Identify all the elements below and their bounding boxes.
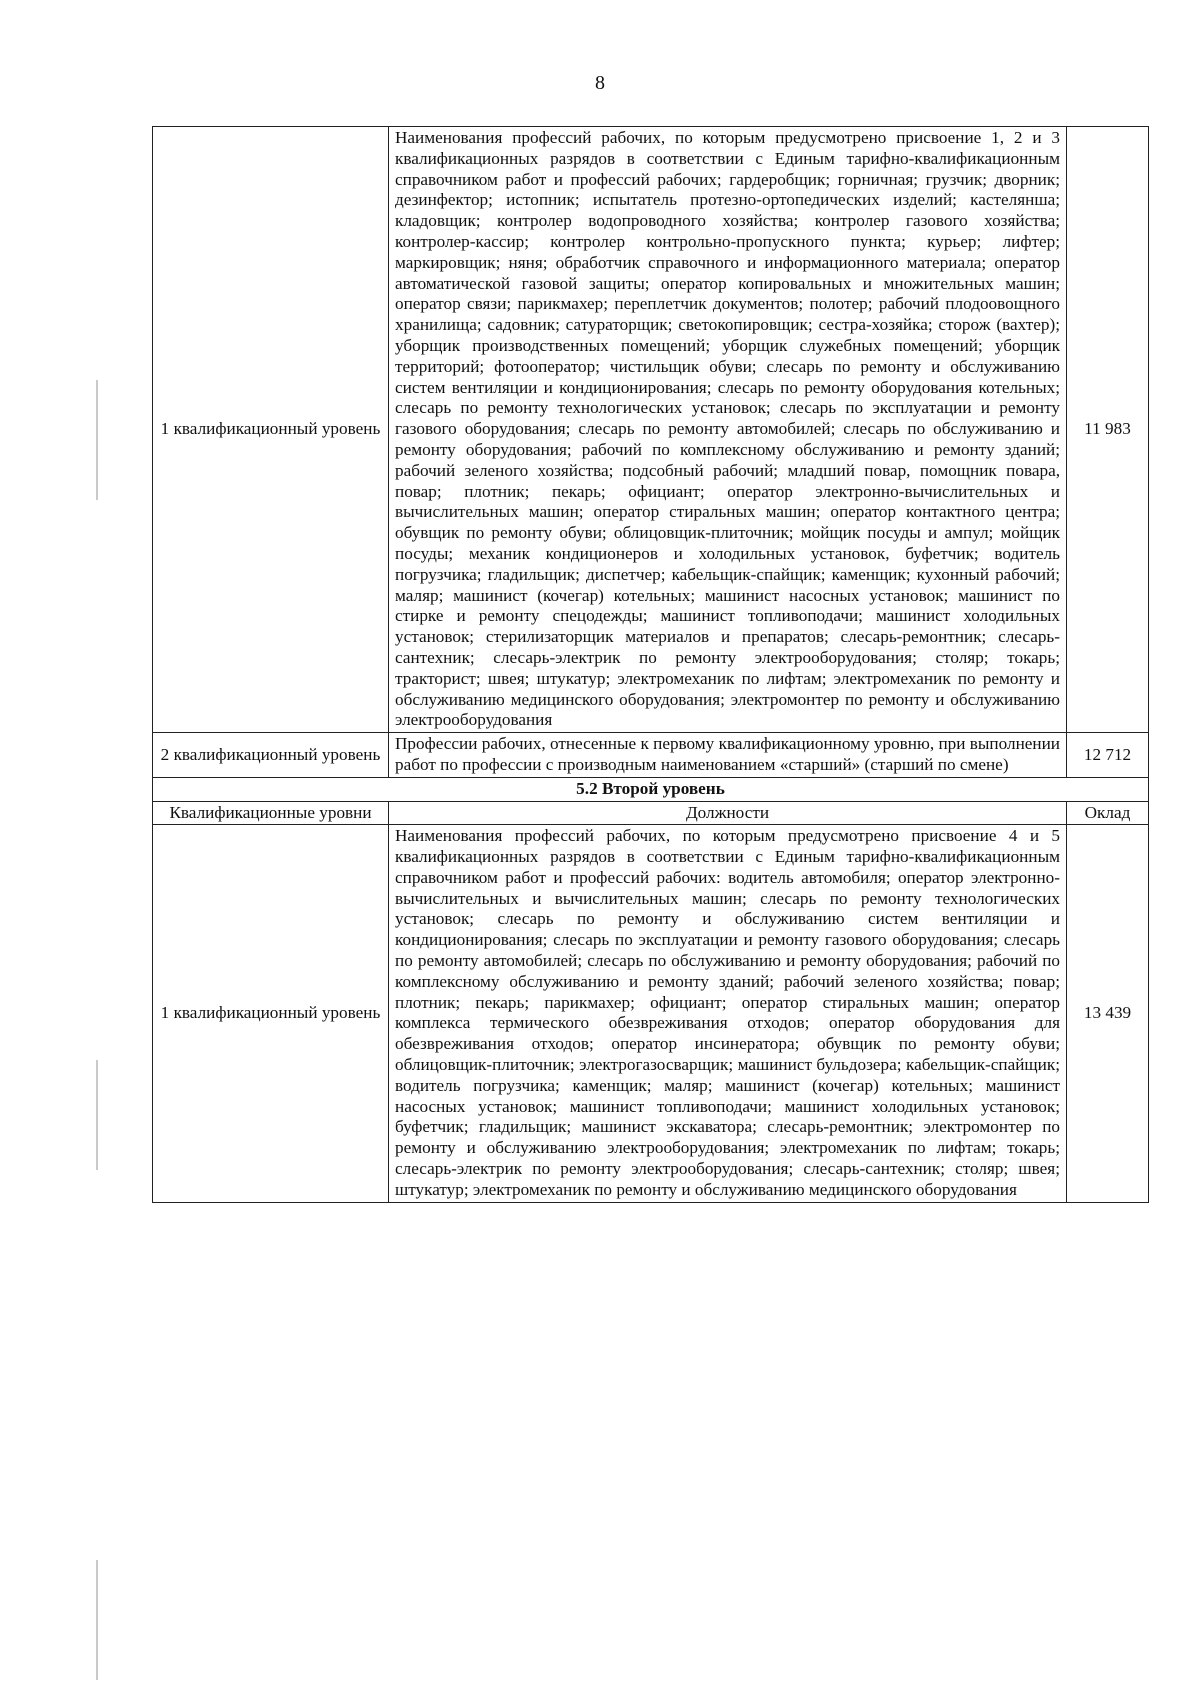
qualification-table: [152, 126, 1149, 1203]
positions-cell: Профессии рабочих, отнесенные к первому квалификационному уровню, при выполнении работ по профессии с производным наименованием «старший» (старший по смене): [389, 733, 1067, 778]
table-row: [153, 127, 1149, 733]
header-qualification-levels: Квалификационные уровни: [153, 801, 389, 825]
scan-margin-mark: [96, 1560, 98, 1680]
section-title: 5.2 Второй уровень: [153, 777, 1149, 801]
page-number: 8: [595, 72, 605, 94]
header-salary: Оклад: [1067, 801, 1149, 825]
positions-cell: Наименования профессий рабочих, по которым предусмотрено присвоение 1, 2 и 3 квалификационных разрядов в соответствии с Единым тарифно-квалификационным справочником работ и профессий рабочих; гардеробщик; горничная; грузчик; дворник; дезинфектор; истопник; испытатель протезно-ортопедических изделий; кастелянша; кладовщик; контролер водопроводного хозяйства; контролер газового хозяйства; контролер-кассир; контролер контрольно-пропускного пункта; курьер; лифтер; маркировщик; няня; обработчик справочного и информационного материала; оператор автоматической газовой защиты; оператор копировальных и множительных машин; оператор связи; парикмахер; переплетчик документов; полотер; рабочий плодоовощного хранилища; садовник; сатураторщик; светокопировщик; сестра-хозяйка; сторож (вахтер); уборщик производственных помещений; уборщик служебных помещений; уборщик территорий; фотооператор; чистильщик обуви; слесарь по ремонту и обслуживанию систем вентиляции и кондиционирования; слесарь по ремонту оборудования котельных; слесарь по ремонту технологических установок; слесарь по эксплуатации и ремонту газового оборудования; слесарь по ремонту автомобилей; слесарь по обслуживанию и ремонту оборудования; рабочий по комплексному обслуживанию и ремонту зданий; рабочий зеленого хозяйства; подсобный рабочий; младший повар, помощник повара, повар; плотник; пекарь; официант; оператор электронно-вычислительных и вычислительных машин; оператор стиральных машин; оператор контактного центра; обувщик по ремонту обуви; облицовщик-плиточник; мойщик посуды и ампул; мойщик посуды; механик кондиционеров и холодильных установок, буфетчик; водитель погрузчика; гладильщик; диспетчер; кабельщик-спайщик; каменщик; кухонный рабочий; маляр; машинист (кочегар) котельных; машинист насосных установок; машинист по стирке и ремонту спецодежды; машинист топливоподачи; машинист холодильных установок; стерилизаторщик материалов и препаратов; слесарь-ремонтник; слесарь-сантехник; слесарь-электрик по ремонту электрооборудования; столяр; токарь; тракторист; швея; штукатур; электромеханик по лифтам; электромеханик по ремонту и обслуживанию медицинского оборудования; электромонтер по ремонту и обслуживанию электрооборудования: [389, 127, 1067, 733]
table-row: [153, 825, 1149, 1202]
scan-margin-mark: [96, 1060, 98, 1170]
salary-cell: 13 439: [1067, 825, 1149, 1202]
positions-cell: Наименования профессий рабочих, по которым предусмотрено присвоение 4 и 5 квалификационных разрядов в соответствии с Единым тарифно-квалификационным справочником работ и профессий рабочих: водитель автомобиля; оператор электронно-вычислительных и вычислительных машин; слесарь по ремонту технологических установок; слесарь по ремонту и обслуживанию систем вентиляции и кондиционирования; слесарь по эксплуатации и ремонту газового оборудования; слесарь по ремонту автомобилей; слесарь по обслуживанию и ремонту оборудования; рабочий по комплексному обслуживанию и ремонту зданий; рабочий зеленого хозяйства; повар; плотник; пекарь; парикмахер; официант; оператор стиральных машин; оператор комплекса термического обезвреживания отходов; оператор оборудования для обезвреживания отходов; оператор инсинератора; обувщик по ремонту обуви; облицовщик-плиточник; электрогазосварщик; машинист бульдозера; кабельщик-спайщик; водитель погрузчика; каменщик; маляр; машинист (кочегар) котельных; машинист насосных установок; машинист топливоподачи; машинист холодильных установок; буфетчик; гладильщик; машинист экскаватора; слесарь-ремонтник; электромонтер по ремонту и обслуживанию электрооборудования; электромеханик по лифтам; токарь; слесарь-электрик по ремонту электрооборудования; слесарь-сантехник; столяр; швея; штукатур; электромеханик по ремонту и обслуживанию медицинского оборудования: [389, 825, 1067, 1202]
table-row: [153, 733, 1149, 778]
header-positions: Должности: [389, 801, 1067, 825]
qualification-level-cell: 1 квалификационный уровень: [153, 825, 389, 1202]
scan-margin-mark: [96, 380, 98, 500]
qualification-level-cell: 2 квалификационный уровень: [153, 733, 389, 778]
salary-cell: 12 712: [1067, 733, 1149, 778]
salary-cell: 11 983: [1067, 127, 1149, 733]
qualification-level-cell: 1 квалификационный уровень: [153, 127, 389, 733]
header-row: [153, 801, 1149, 825]
section-row: [153, 777, 1149, 801]
